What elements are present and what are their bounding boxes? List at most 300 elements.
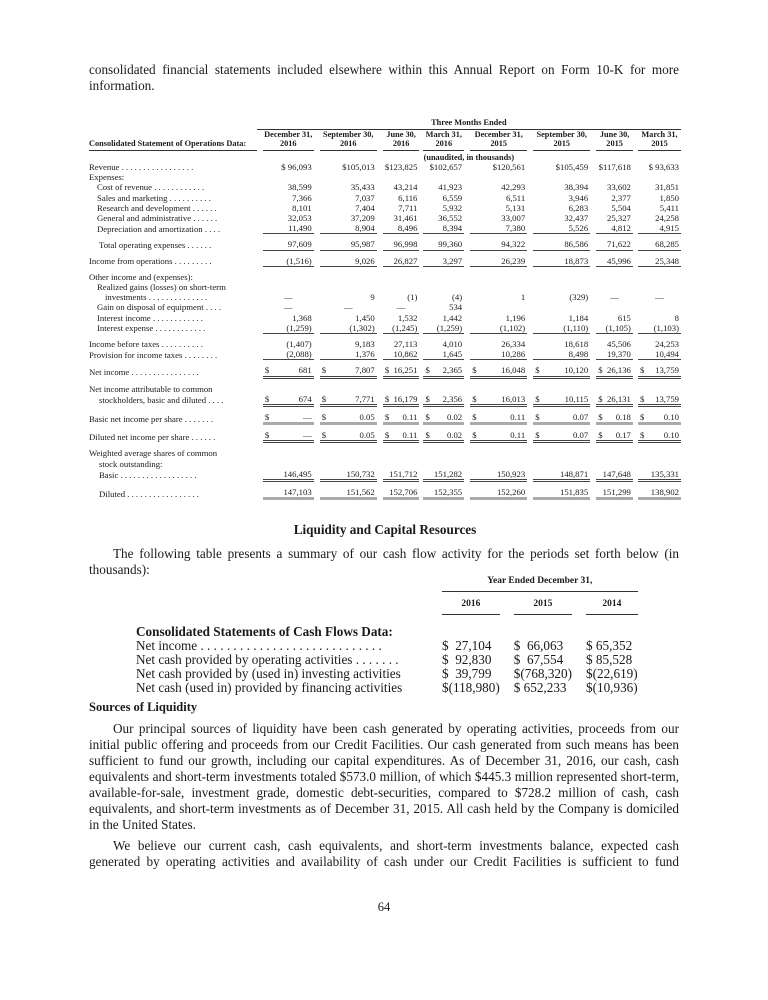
- table-cell: 86,586: [533, 239, 590, 250]
- row-label: Expenses:: [89, 172, 125, 183]
- table-cell: $ 681: [264, 365, 312, 376]
- table-cell: [596, 272, 633, 282]
- table-row: [89, 487, 681, 499]
- table-cell: [383, 448, 420, 458]
- table-cell: $ 10,115: [535, 393, 589, 404]
- table-row: [89, 365, 681, 377]
- table-cell: [423, 272, 464, 282]
- table-cell: 38,599: [287, 182, 312, 193]
- table-cell: 151,562: [320, 487, 377, 499]
- column-header-row: [89, 129, 681, 150]
- table-row: [89, 203, 681, 213]
- table-cell: $120,561: [492, 162, 526, 172]
- table-cell: 151,282: [423, 469, 464, 481]
- table-cell: 1,368: [292, 312, 312, 323]
- table-cell: 33,602: [607, 182, 631, 193]
- table-cell: [263, 282, 314, 292]
- intro-paragraph: consolidated financial statements included elsewhere within this Annual Report on Form 10-K for more information.: [89, 62, 679, 93]
- column-header: June 30, 2015: [596, 129, 633, 150]
- table-cell: [320, 448, 377, 458]
- leader-dots: . . . . . . . . . . . . . .: [146, 292, 208, 303]
- row-label: Net income . . . . . . . . . . . . . . . . . . . . . . . . . . . .: [136, 638, 382, 653]
- table-cell: 8,496: [383, 223, 420, 234]
- row-label: Provision for income taxes . . . . . . . .: [89, 349, 218, 360]
- table-cell: $ 66,063: [513, 638, 564, 653]
- table-cell: (1,105): [596, 323, 633, 334]
- table-row: [89, 323, 681, 334]
- table-cell: [383, 459, 420, 469]
- table-row: [89, 162, 681, 172]
- table-cell: 95,987: [320, 239, 377, 250]
- table-cell: 4,915: [638, 223, 681, 234]
- year-column-header: 2016: [442, 592, 500, 615]
- table-cell: [470, 459, 527, 469]
- row-label: Income from operations . . . . . . . . .: [89, 256, 212, 267]
- table-cell: 138,902: [638, 487, 681, 499]
- table-cell: $ 7,771: [321, 393, 375, 404]
- table-row: [89, 412, 681, 424]
- table-cell: 19,370: [596, 349, 633, 360]
- table-cell: $ 0.10: [639, 412, 679, 423]
- sources-heading: Sources of Liquidity: [89, 700, 198, 714]
- table-cell: 1,184: [568, 312, 589, 323]
- table-cell: $ 0.10: [639, 430, 679, 441]
- table-cell: 31,461: [393, 213, 418, 224]
- row-label: Total operating expenses . . . . . .: [99, 239, 212, 250]
- table-row: [89, 213, 681, 223]
- table-cell: 27,113: [393, 339, 418, 350]
- leader-dots: . . . . . . . . . .: [159, 339, 203, 350]
- table-cell: [423, 448, 464, 458]
- table-cell: 96,998: [383, 239, 420, 250]
- table-cell: [533, 282, 590, 292]
- table-row: [136, 667, 638, 681]
- sources-paragraph-1: Our principal sources of liquidity have been cash generated by operating activities, proceeds from our initial public offering and proceeds from our Credit Facilities. Our cash generated from such means has been sufficient to fund our growth, including our capital expenditures. As of December 31, 2016, our cash, cash equivalents and short-term investments totaled $573.0 million, of which $445.3 million represented short-term, available-for-sale, investment grade, domestic debt-securities, compared to $728.2 million of cash, cash equivalents, and short-term investments as of December 31, 2015. All cash held by the Company is domiciled in the United States.: [89, 721, 679, 832]
- leader-dots: . . . .: [203, 302, 222, 313]
- table-cell: [638, 459, 681, 469]
- row-label: investments . . . . . . . . . . . . . .: [105, 292, 208, 303]
- table-cell: [638, 448, 681, 458]
- table-cell: 18,618: [564, 339, 589, 350]
- table-cell: [423, 459, 464, 469]
- leader-dots: . . . . . . . . . .: [167, 192, 211, 203]
- table-cell: 2,377: [611, 192, 631, 203]
- row-label: Research and development . . . . . .: [97, 202, 217, 213]
- three-months-ended-header: Three Months Ended: [257, 118, 681, 129]
- table-cell: $ 0.11: [384, 430, 418, 441]
- leader-dots: . . . .: [206, 395, 224, 406]
- table-cell: 8,498: [533, 349, 590, 360]
- leader-dots: . . . . . .: [185, 239, 212, 250]
- cash-flows-section-title: Consolidated Statements of Cash Flows Data:: [136, 624, 393, 639]
- table-cell: [263, 272, 314, 282]
- table-cell: 26,239: [470, 256, 527, 267]
- leader-dots: . . . . . . . . . . . . . . . . . . . . . . . . . . . .: [197, 638, 382, 653]
- table-cell: 10,286: [470, 349, 527, 360]
- table-cell: $105,459: [555, 162, 589, 172]
- table-cell: (4): [452, 292, 463, 303]
- row-label: Diluted net income per share . . . . . .: [89, 431, 216, 442]
- row-label: Net cash provided by (used in) investing activities: [136, 666, 401, 681]
- table-cell: 147,648: [596, 469, 633, 481]
- table-cell: 31,851: [655, 182, 679, 193]
- sources-paragraph-2: We believe our current cash, cash equivalents, and short-term investments balance, expected cash generated by operating activities and availability of cash under our Credit Facilities is sufficient to fund: [89, 838, 679, 869]
- row-label: Net cash provided by operating activities . . . . . . .: [136, 652, 399, 667]
- table-cell: 1,850: [659, 192, 679, 203]
- table-cell: 152,260: [470, 487, 527, 499]
- liquidity-heading: Liquidity and Capital Resources: [293, 522, 477, 537]
- table-cell: [596, 384, 633, 394]
- table-cell: 25,327: [607, 213, 631, 224]
- table-cell: 42,293: [501, 182, 526, 193]
- table-cell: $102,657: [429, 162, 463, 172]
- leader-dots: . . . . . . . . .: [172, 256, 212, 267]
- table-cell: [383, 282, 420, 292]
- table-cell: 615: [617, 312, 631, 323]
- table-cell: 10,494: [638, 349, 681, 360]
- table-cell: $ 0.07: [535, 412, 589, 423]
- table-cell: 97,609: [263, 239, 314, 250]
- cash-flows-table: [136, 574, 686, 695]
- table-cell: 18,873: [533, 256, 590, 267]
- year-column-header: 2015: [514, 592, 572, 615]
- table-cell: 35,433: [350, 182, 375, 193]
- table-cell: 150,732: [320, 469, 377, 481]
- table-cell: [533, 448, 590, 458]
- table-cell: [638, 302, 681, 312]
- leader-dots: . . . . . . .: [352, 652, 399, 667]
- table-cell: (1,110): [533, 323, 590, 334]
- table-cell: $(768,320): [513, 666, 572, 681]
- row-label: Basic . . . . . . . . . . . . . . . . . .: [99, 470, 197, 481]
- row-label: Weighted average shares of common: [89, 448, 218, 459]
- table-row: [89, 172, 681, 182]
- table-cell: $ 93,633: [648, 162, 679, 172]
- leader-dots: . . . . . . . . . . . .: [152, 182, 205, 193]
- table-cell: $ 26,136: [598, 365, 631, 376]
- table-cell: 6,283: [568, 202, 589, 213]
- table-cell: 534: [449, 302, 463, 313]
- table-cell: 5,411: [659, 202, 679, 213]
- table-cell: $ 13,759: [639, 393, 679, 404]
- leader-dots: . . . . . .: [190, 202, 217, 213]
- table-row: [89, 302, 681, 312]
- leader-dots: . . . . . . . . . . . . . . . . .: [119, 162, 194, 172]
- row-label: Realized gains (losses) on short-term: [97, 282, 226, 293]
- row-label: Net income . . . . . . . . . . . . . . . .: [89, 366, 199, 377]
- row-label: Depreciation and amortization . . . .: [97, 223, 221, 234]
- table-cell: 1,532: [397, 312, 418, 323]
- table-cell: [383, 272, 420, 282]
- table-cell: [533, 272, 590, 282]
- table-cell: [263, 448, 314, 458]
- table-cell: 26,334: [501, 339, 526, 350]
- year-column-header: 2014: [586, 592, 638, 615]
- row-label: Sales and marketing . . . . . . . . . .: [97, 192, 211, 203]
- row-label: Net income attributable to common: [89, 383, 213, 394]
- leader-dots: . . . . . . . .: [182, 349, 218, 360]
- table-cell: [638, 272, 681, 282]
- table-cell: $ 27,104: [442, 638, 492, 653]
- table-cell: [423, 172, 464, 182]
- row-label: General and administrative . . . . . .: [97, 213, 218, 224]
- table-cell: —: [283, 302, 293, 313]
- leader-dots: . . . . . . . . . . . . . . . . . .: [118, 470, 197, 481]
- table-row: [89, 349, 681, 360]
- table-cell: —: [655, 292, 664, 303]
- leader-dots: . . . . . . . . . . . .: [150, 312, 203, 323]
- table-cell: [423, 282, 464, 292]
- table-cell: 9,026: [320, 256, 377, 267]
- table-cell: [320, 272, 377, 282]
- table-cell: 151,299: [596, 487, 633, 499]
- table-cell: 8,394: [423, 223, 464, 234]
- table-cell: 41,923: [438, 182, 463, 193]
- table-cell: [470, 384, 527, 394]
- table-cell: 8,904: [320, 223, 377, 234]
- table-cell: $123,825: [384, 162, 418, 172]
- column-header: September 30, 2016: [320, 129, 377, 150]
- table-cell: $ 16,048: [472, 365, 526, 376]
- table-cell: 1,645: [423, 349, 464, 360]
- row-label: Net cash (used in) provided by financing activities: [136, 680, 403, 695]
- table-cell: $ 92,830: [442, 652, 492, 667]
- leader-dots: . . . . . .: [191, 213, 218, 224]
- table-cell: $ 7,807: [321, 365, 375, 376]
- row-label: Gain on disposal of equipment . . . .: [97, 302, 222, 313]
- table-cell: 7,404: [355, 202, 375, 213]
- table-cell: 6,116: [398, 192, 418, 203]
- column-header: March 31, 2015: [638, 129, 681, 150]
- table-cell: [470, 282, 527, 292]
- table-cell: $ 65,352: [586, 638, 633, 653]
- table-row: [89, 182, 681, 192]
- table-cell: [383, 384, 420, 394]
- table-cell: $ 0.02: [425, 430, 463, 441]
- table-cell: 45,506: [607, 339, 631, 350]
- table-cell: [596, 172, 633, 182]
- table-row: [89, 193, 681, 203]
- table-row: [89, 223, 681, 234]
- leader-dots: . . . . . .: [189, 431, 216, 442]
- table-cell: [596, 459, 633, 469]
- leader-dots: . . . . . . . . . . . . . . . . .: [125, 488, 199, 499]
- table-cell: $ 0.18: [598, 412, 631, 423]
- table-cell: $ 674: [264, 393, 312, 404]
- table-cell: 26,827: [383, 256, 420, 267]
- table-cell: $ 16,251: [384, 365, 418, 376]
- table-row: [89, 448, 681, 458]
- table-cell: $ 0.07: [535, 430, 589, 441]
- table-cell: 5,504: [611, 202, 631, 213]
- table-cell: [596, 282, 633, 292]
- group-header-row: [89, 118, 681, 129]
- table-cell: $ 2,365: [425, 365, 463, 376]
- table-cell: —: [396, 302, 406, 313]
- table-cell: $ —: [264, 430, 312, 441]
- column-header: September 30, 2015: [533, 129, 590, 150]
- column-header: June 30, 2016: [383, 129, 420, 150]
- table-row: [89, 430, 681, 442]
- table-cell: (1): [407, 292, 418, 303]
- table-cell: 7,366: [292, 192, 312, 203]
- table-row: [89, 469, 681, 481]
- table-cell: 152,355: [423, 487, 464, 499]
- row-header: Consolidated Statement of Operations Data:: [89, 129, 257, 150]
- table-cell: [533, 302, 590, 312]
- table-cell: [533, 459, 590, 469]
- table-cell: 7,711: [398, 202, 418, 213]
- row-label: Cost of revenue . . . . . . . . . . . .: [97, 182, 205, 193]
- row-label: Basic net income per share . . . . . . .: [89, 413, 214, 424]
- table-cell: 1,450: [355, 312, 375, 323]
- table-cell: [320, 384, 377, 394]
- table-cell: [470, 272, 527, 282]
- table-cell: [263, 459, 314, 469]
- table-cell: [638, 282, 681, 292]
- table-cell: 71,622: [596, 239, 633, 250]
- table-cell: $ 26,131: [598, 393, 631, 404]
- table-cell: (1,102): [470, 323, 527, 334]
- table-cell: 32,053: [287, 213, 312, 224]
- table-cell: [470, 172, 527, 182]
- table-cell: 1: [520, 292, 526, 303]
- leader-dots: . . . . . . .: [182, 413, 214, 424]
- table-cell: $ 0.05: [321, 412, 375, 423]
- table-cell: $ 2,356: [425, 393, 463, 404]
- page-number: 64: [377, 900, 391, 914]
- table-cell: 11,490: [263, 223, 314, 234]
- row-label: Diluted . . . . . . . . . . . . . . . . .: [99, 488, 199, 499]
- table-cell: [638, 384, 681, 394]
- table-cell: $ 0.11: [472, 412, 526, 423]
- table-row: [89, 256, 681, 267]
- table-cell: $ 0.05: [321, 430, 375, 441]
- table-cell: $(118,980): [442, 680, 500, 695]
- table-cell: 24,253: [655, 339, 679, 350]
- table-row: [89, 459, 681, 469]
- table-cell: —: [283, 292, 293, 303]
- table-cell: 9,183: [355, 339, 375, 350]
- table-cell: $ 67,554: [513, 652, 564, 667]
- table-cell: [320, 172, 377, 182]
- table-cell: (1,516): [263, 256, 314, 267]
- table-row: [89, 272, 681, 282]
- table-cell: $ 16,013: [472, 393, 526, 404]
- table-cell: 68,285: [638, 239, 681, 250]
- column-header: December 31, 2015: [470, 129, 527, 150]
- column-header: March 31, 2016: [423, 129, 464, 150]
- table-cell: [383, 172, 420, 182]
- table-cell: 6,511: [505, 192, 526, 203]
- row-label: Other income and (expenses):: [89, 271, 193, 282]
- table-cell: 7,037: [355, 192, 375, 203]
- quarterly-operations-table: [89, 118, 681, 500]
- table-cell: 152,706: [383, 487, 420, 499]
- table-cell: 7,380: [470, 223, 527, 234]
- table-cell: 5,932: [442, 202, 463, 213]
- table-cell: [470, 302, 527, 312]
- table-row: [89, 384, 681, 394]
- table-cell: 6,559: [442, 192, 463, 203]
- table-cell: 43,214: [393, 182, 418, 193]
- table-cell: $117,618: [598, 162, 631, 172]
- table-cell: 1,442: [442, 312, 463, 323]
- table-cell: 150,923: [470, 469, 527, 481]
- table-cell: 9: [370, 292, 375, 303]
- table-cell: [533, 172, 590, 182]
- table-cell: (1,407): [286, 339, 312, 350]
- table-row: [136, 681, 638, 695]
- table-row: [89, 394, 681, 406]
- table-cell: [423, 384, 464, 394]
- table-cell: [533, 384, 590, 394]
- table-cell: 3,297: [423, 256, 464, 267]
- leader-dots: . . . . . . . . . . . . . . . .: [129, 366, 199, 377]
- table-cell: [638, 172, 681, 182]
- column-header: December 31, 2016: [264, 129, 313, 148]
- table-cell: 151,835: [533, 487, 590, 499]
- table-cell: [596, 448, 633, 458]
- table-cell: $ 0.02: [425, 412, 463, 423]
- table-cell: [320, 282, 377, 292]
- table-cell: (1,245): [383, 323, 420, 334]
- table-cell: 24,258: [655, 213, 679, 224]
- table-cell: —: [610, 292, 619, 303]
- table-cell: 5,131: [505, 202, 526, 213]
- table-row: [136, 653, 638, 667]
- table-row: [89, 339, 681, 349]
- table-cell: 25,348: [638, 256, 681, 267]
- table-cell: $105,013: [342, 162, 375, 172]
- liquidity-intro: The following table presents a summary of our cash flow activity for the periods set forth below (in thousands):: [89, 546, 679, 577]
- row-label: stockholders, basic and diluted . . . .: [99, 395, 224, 406]
- table-cell: 147,103: [263, 487, 314, 499]
- row-label: Income before taxes . . . . . . . . . .: [89, 339, 203, 350]
- table-cell: (1,259): [423, 323, 464, 334]
- table-cell: $ 39,799: [442, 666, 492, 681]
- table-cell: [320, 459, 377, 469]
- table-cell: $(10,936): [586, 680, 638, 695]
- table-cell: $ 0.17: [598, 430, 631, 441]
- row-label: stock outstanding:: [99, 458, 163, 469]
- table-cell: 1,376: [320, 349, 377, 360]
- table-cell: 10,862: [383, 349, 420, 360]
- table-cell: 8,101: [292, 202, 312, 213]
- table-cell: [263, 384, 314, 394]
- row-label: Interest income . . . . . . . . . . . .: [97, 312, 203, 323]
- table-row: [89, 282, 681, 292]
- table-cell: (2,088): [263, 349, 314, 360]
- table-cell: $ 652,233: [513, 680, 567, 695]
- table-cell: 4,812: [596, 223, 633, 234]
- table-cell: 135,331: [638, 469, 681, 481]
- table-cell: —: [343, 302, 353, 313]
- table-cell: [263, 172, 314, 182]
- table-cell: 3,946: [568, 192, 589, 203]
- table-row: [89, 292, 681, 302]
- table-cell: (1,103): [638, 323, 681, 334]
- leader-dots: . . . . . . . . . . . .: [153, 323, 206, 334]
- table-row: [136, 639, 638, 653]
- table-cell: 5,526: [533, 223, 590, 234]
- table-cell: $ 10,120: [535, 365, 589, 376]
- table-cell: $(22,619): [586, 666, 638, 681]
- table-cell: $ —: [264, 412, 312, 423]
- table-cell: $ 0.11: [384, 412, 418, 423]
- table-cell: 37,209: [350, 213, 375, 224]
- leader-dots: . . . .: [202, 223, 221, 234]
